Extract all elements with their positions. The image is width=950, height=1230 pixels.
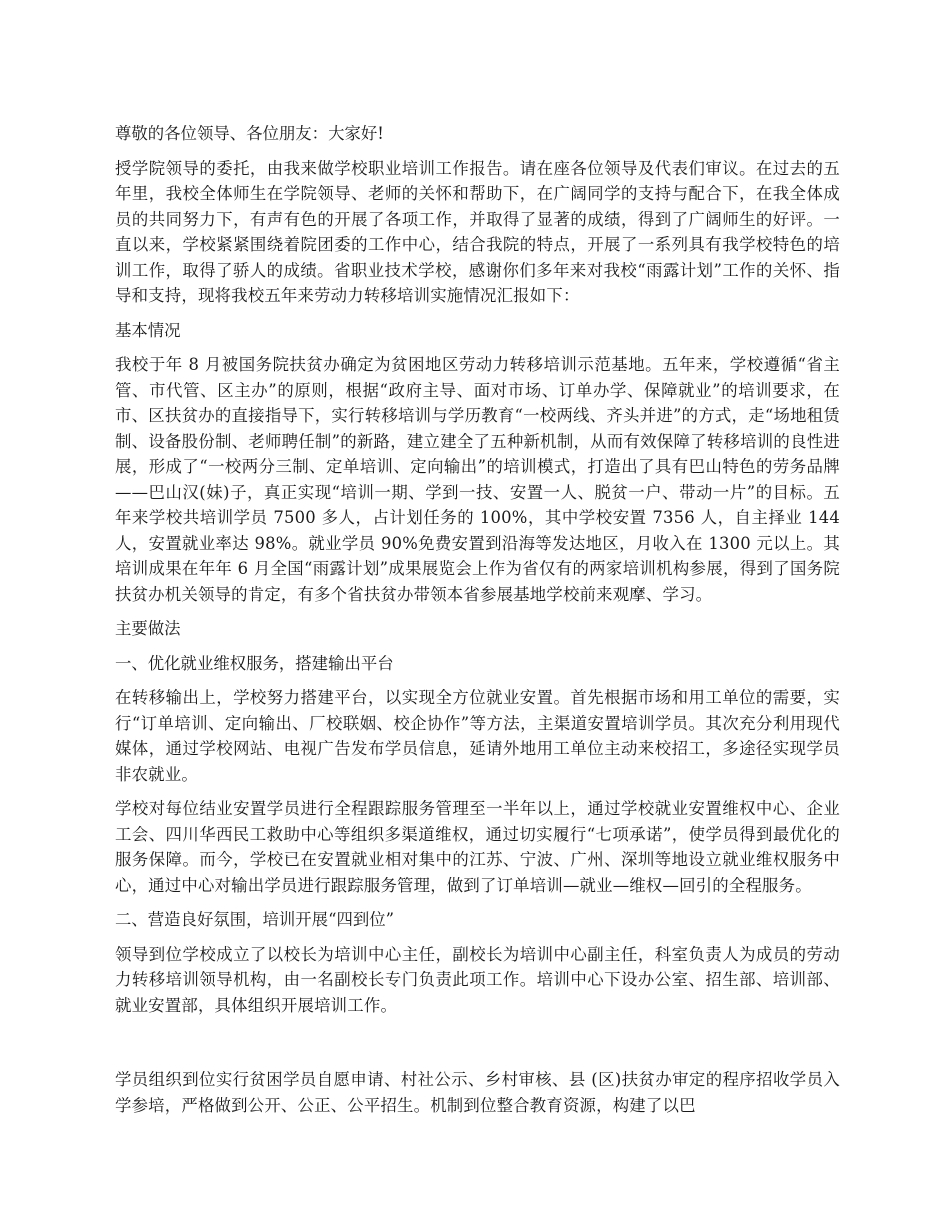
section-heading-basic: 基本情况 [115,320,181,340]
greeting: 尊敬的各位领导、各位朋友：大家好! [115,124,384,143]
section-heading-methods: 主要做法 [115,619,181,638]
atmosphere-paragraph-2: 学员组织到位实行贫困学员自愿申请、村社公示、乡村审核、县 (区)扶贫办审定的程序招收学员入学参培，严格做到公开、公正、公平招生。机制到位整合教育资源，构建了以巴 [115,1070,840,1115]
atmosphere-paragraph-1: 领导到位学校成立了以校长为培训中心主任，副校长为培训中心副主任，科室负责人为成员的劳动力转移培训领导机构，由一名副校长专门负责此项工作。培训中心下设办公室、招生部、培训部、就业安置部，具体组织开展培训工作。 [115,944,840,1015]
subheading-employment: 一、优化就业维权服务，搭建输出平台 [115,653,394,673]
employment-paragraph-2: 学校对每位结业安置学员进行全程跟踪服务管理至一半年以上，通过学校就业安置维权中心、企业工会、四川华西民工救助中心等组织多渠道维权，通过切实履行“七项承诺”，使学员得到最优化的服务保障。而今，学校已在安置就业相对集中的江苏、宁波、广州、深圳等地设立就业维权服务中心，通过中心对输出学员进行跟踪服务管理，做到了订单培训—就业—维权—回引的全程服务。 [115,799,840,895]
basic-situation-paragraph: 我校于年 8 月被国务院扶贫办确定为贫困地区劳动力转移培训示范基地。五年来，学校遵循“省主管、市代管、区主办”的原则，根据“政府主导、面对市场、订单办学、保障就业”的培训要求，在市、区扶贫办的直接指导下，实行转移培训与学历教育“一校两线、齐头并进”的方式，走“场地租赁制、设备股份制、老师聘任制”的新路，建立建全了五种新机制，从而有效保障了转移培训的良性进展，形成了“一校两分三制、定单培训、定向输出”的培训模式，打造出了具有巴山特色的劳务品牌——巴山汉(妹)子，真正实现“培训一期、学到一技、安置一人、脱贫一户、带动一片”的目标。五年来学校共培训学员 7500 多人，占计划任务的 100%，其中学校安置 7356 人，自主择业 144 人，安置就业率达 98%。就业学员 90%免费安置到沿海等发达地区，月收入在 1300 元以上。其培训成果在年年 6 月全国“雨露计划”成果展览会上作为省仅有的两家培训机构参展，得到了国务院扶贫办机关领导的肯定，有多个省扶贫办带领本省参展基地学校前来观摩、学习。 [115,355,840,604]
document-page [115,121,840,1127]
subheading-atmosphere: 二、营造良好氛围，培训开展“四到位” [115,910,395,929]
intro-paragraph: 授学院领导的委托，由我来做学校职业培训工作报告。请在座各位领导及代表们审议。在过去的五年里，我校全体师生在学院领导、老师的关怀和帮助下，在广阔同学的支持与配合下，在我全体成员的共同努力下，有声有色的开展了各项工作，并取得了显著的成绩，得到了广阔师生的好评。一直以来，学校紧紧围绕着院团委的工作中心，结合我院的特点，开展了一系列具有我学校特色的培训工作，取得了骄人的成绩。省职业技术学校，感谢你们多年来对我校“雨露计划”工作的关怀、指导和支持，现将我校五年来劳动力转移培训实施情况汇报如下： [115,158,840,305]
employment-paragraph-1: 在转移输出上，学校努力搭建平台，以实现全方位就业安置。首先根据市场和用工单位的需要，实行“订单培训、定向输出、厂校联姻、校企协作”等方法，主渠道安置培训学员。其次充分利用现代媒体，通过学校网站、电视广告发布学员信息，延请外地用工单位主动来校招工，多途径实现学员非农就业。 [115,688,840,784]
paragraph-gap [115,1027,840,1067]
